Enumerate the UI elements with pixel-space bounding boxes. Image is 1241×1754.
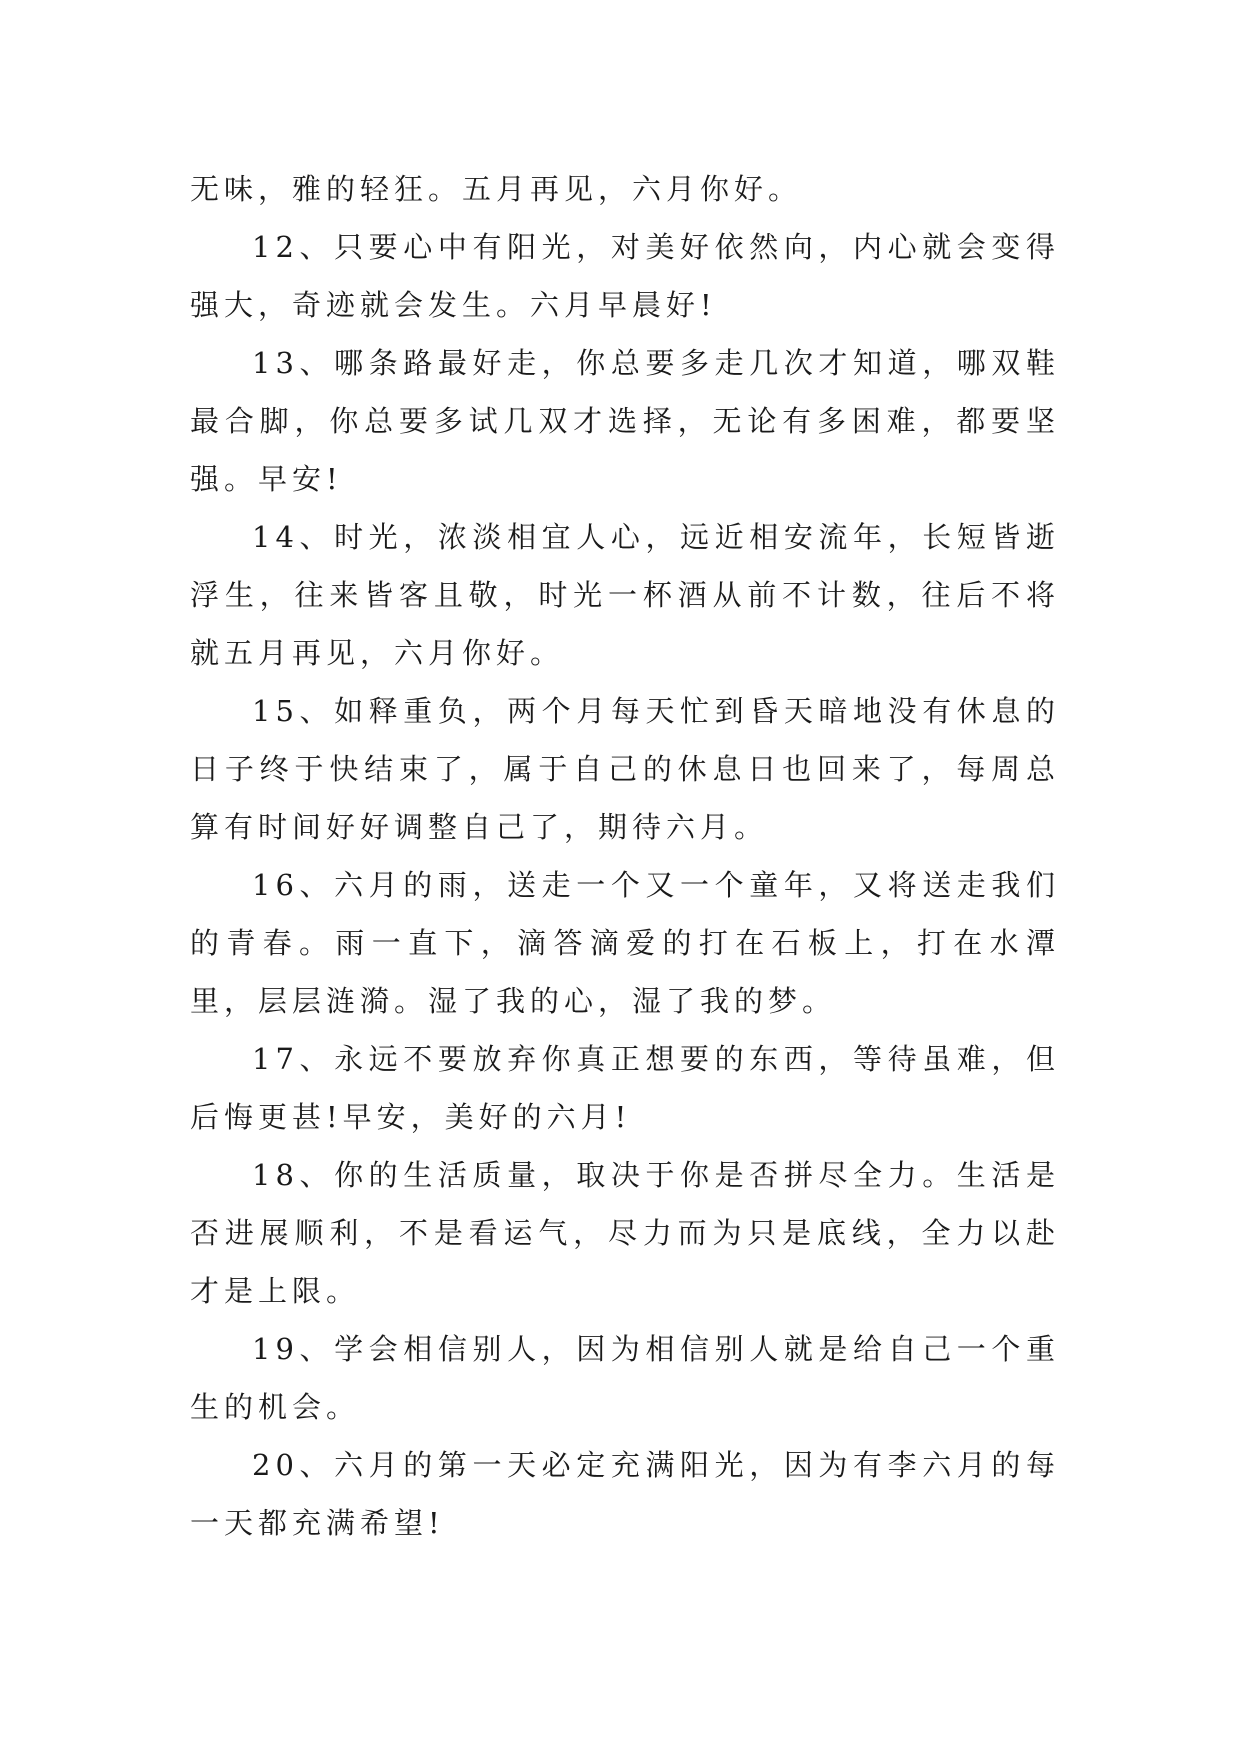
- paragraph-item-17: 17、永远不要放弃你真正想要的东西，等待虽难，但后悔更甚!早安，美好的六月!: [190, 1042, 1060, 1134]
- paragraph-item-20: 20、六月的第一天必定充满阳光，因为有李六月的每一天都充满希望!: [190, 1448, 1060, 1540]
- paragraph-item-12: 12、只要心中有阳光，对美好依然向，内心就会变得强大，奇迹就会发生。六月早晨好!: [190, 230, 1060, 322]
- paragraph-item-14: 14、时光，浓淡相宜人心，远近相安流年，长短皆逝浮生，往来皆客且敬，时光一杯酒从前不计数，往后不将就五月再见，六月你好。: [190, 520, 1060, 670]
- document-body: [190, 160, 1060, 1552]
- paragraph-item-19: 19、学会相信别人，因为相信别人就是给自己一个重生的机会。: [190, 1332, 1060, 1424]
- paragraph-item-16: 16、六月的雨，送走一个又一个童年，又将送走我们的青春。雨一直下，滴答滴爱的打在石板上，打在水潭里，层层涟漪。湿了我的心，湿了我的梦。: [190, 868, 1060, 1018]
- paragraph-item-18: 18、你的生活质量，取决于你是否拼尽全力。生活是否进展顺利，不是看运气，尽力而为只是底线，全力以赴才是上限。: [190, 1158, 1060, 1308]
- paragraph-continuation: 无味，雅的轻狂。五月再见，六月你好。: [190, 172, 803, 206]
- paragraph-item-15: 15、如释重负，两个月每天忙到昏天暗地没有休息的日子终于快结束了，属于自己的休息日也回来了，每周总算有时间好好调整自己了，期待六月。: [190, 694, 1060, 844]
- paragraph-item-13: 13、哪条路最好走，你总要多走几次才知道，哪双鞋最合脚，你总要多试几双才选择，无论有多困难，都要坚强。早安!: [190, 346, 1060, 496]
